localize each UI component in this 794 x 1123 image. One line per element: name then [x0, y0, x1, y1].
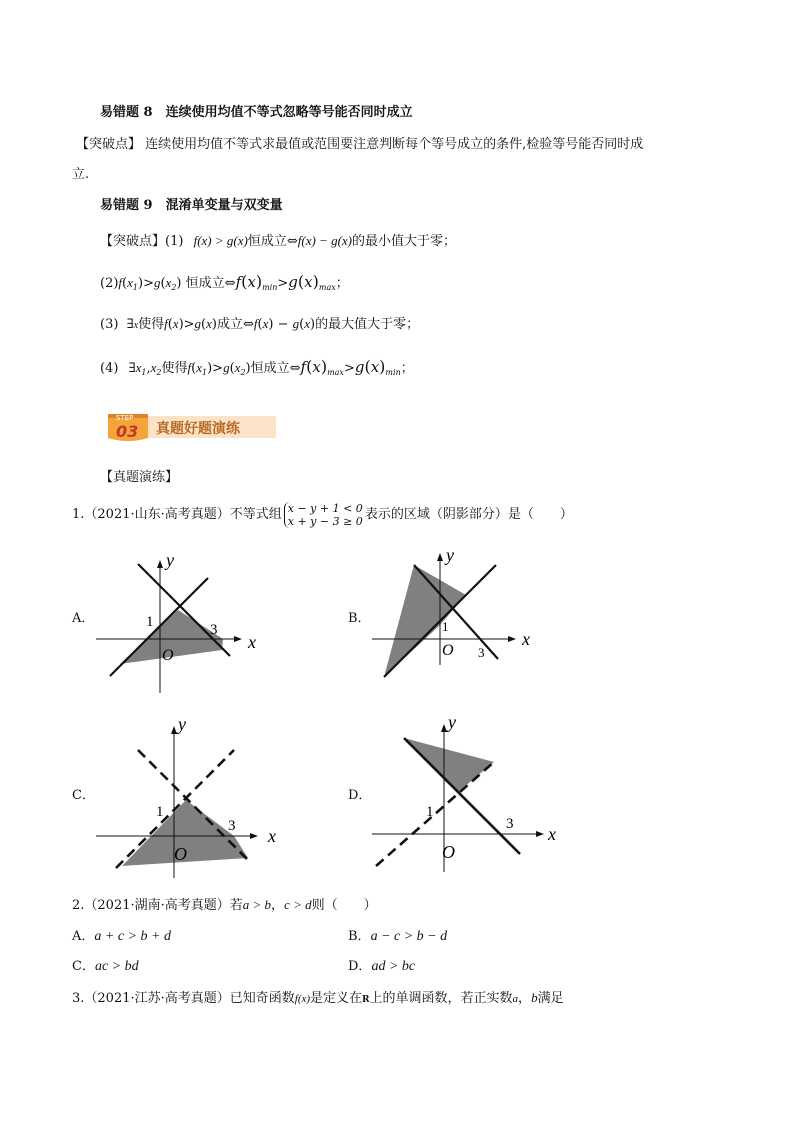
item2-text-b: 恒成立: [185, 276, 225, 291]
q2-option-a-label: A．: [72, 929, 95, 944]
figure-d-y-label: y: [448, 712, 456, 732]
sub-min: min: [262, 283, 278, 292]
figure-b-shade: [384, 565, 466, 677]
q1-system: [284, 502, 363, 528]
q3-line: [72, 989, 564, 1009]
q3-mid: 是定义在: [310, 991, 363, 1006]
figure-c-x-arrow: [250, 833, 258, 839]
figure-d-x-arrow: [536, 831, 544, 837]
step-title: 真题好题演练: [156, 421, 240, 437]
mistake9-item3: (3) ∃x使得f(x)>g(x)成立⇔f(x) − g(x)的最大值大于零；: [100, 316, 420, 332]
q2-option-a[interactable]: [72, 928, 171, 946]
q3-sep: ，: [518, 991, 532, 1006]
q3-f: f(x): [294, 993, 311, 1005]
mistake9-item1: [100, 232, 456, 251]
item3-text-e: 的最大值大于零；: [315, 317, 420, 332]
q1-line: [72, 502, 573, 528]
q2-option-b[interactable]: [348, 928, 447, 946]
figure-b-tick3: 3: [478, 645, 485, 660]
mistake8-body: [76, 136, 643, 154]
q2-option-a-expr: a + c > b + d: [94, 929, 171, 944]
mistake8-label: 【突破点】: [76, 137, 142, 152]
q3-a: a: [512, 993, 519, 1005]
q2-option-b-expr: a − c > b − d: [370, 929, 448, 944]
figure-a[interactable]: [90, 548, 270, 698]
equiv-arrow: ⇔: [289, 361, 301, 376]
q1-prefix: 1.（2021·山东·高考真题）不等式组: [72, 507, 282, 522]
figure-c-y-label: y: [178, 714, 186, 734]
practice-label: 【真题演练】: [100, 470, 179, 485]
step-num: 03: [116, 422, 139, 441]
figure-d-y-arrow: [441, 724, 447, 732]
step-word: STEP: [116, 414, 134, 422]
figure-c-tick3: 3: [228, 818, 236, 834]
q2-suffix: 则（ ）: [311, 898, 377, 913]
item3-num: (3): [100, 317, 119, 332]
semicolon: ；: [335, 276, 349, 291]
mistake9-item2: $(2)f(x_1)>g(x_2)$ 恒成立$\Leftrightarrow f(x)_{min}>g(x)_{max}$；: [100, 272, 349, 292]
figure-a-x-arrow: [234, 636, 242, 642]
sub-max: max: [318, 283, 336, 292]
choice-d-label[interactable]: D．: [348, 788, 372, 803]
q3-prefix: 3.（2021·江苏·高考真题）已知奇函数: [72, 991, 295, 1006]
q2-option-c[interactable]: [72, 958, 139, 976]
figure-b-origin: O: [442, 642, 454, 659]
q2-option-d-label: D．: [348, 959, 372, 974]
q1-eq1: x − y + 1 < 0: [287, 502, 363, 515]
q2-option-c-label: C．: [72, 959, 95, 974]
figure-d-tick1: 1: [426, 804, 434, 820]
figure-d-x-label: x: [548, 824, 556, 844]
item2-num: (2): [100, 276, 119, 291]
q2-option-d[interactable]: [348, 958, 415, 976]
item1-expr-a: f(x) > g(x): [193, 233, 248, 248]
item4-num: (4): [100, 361, 119, 376]
q2-cond1: a > b: [242, 897, 272, 912]
mistake8-line1: 连续使用均值不等式求最值或范围要注意判断每个等号成立的条件,检验等号能否同时成: [145, 137, 644, 152]
mistake8-line2: 立.: [72, 167, 90, 182]
q2-option-d-expr: ad > bc: [371, 959, 416, 974]
mistake8-title: 易错题 8 连续使用均值不等式忽略等号能否同时成立: [100, 105, 413, 120]
figure-c-x-label: x: [268, 826, 276, 846]
exists-symbol: ∃: [126, 317, 134, 332]
equiv-arrow: ⇔: [286, 234, 298, 249]
figure-b[interactable]: [366, 545, 546, 695]
mistake9-title: 易错题 9 混淆单变量与双变量: [100, 198, 283, 213]
choice-a-label[interactable]: A．: [72, 611, 95, 626]
q1-suffix: 表示的区域（阴影部分）是（ ）: [364, 507, 573, 522]
figure-a-origin: O: [162, 647, 174, 664]
equiv-arrow: ⇔: [243, 317, 254, 332]
item4-text-b: 恒成立: [250, 361, 290, 376]
q3-b: b: [531, 990, 538, 1005]
figure-a-tick3: 3: [210, 622, 218, 638]
item3-text-a: 使得: [138, 317, 165, 332]
figure-a-x-label: x: [248, 632, 256, 652]
item1-expr-c: f(x) − g(x): [297, 233, 352, 248]
figure-a-y-label: y: [166, 550, 174, 570]
figure-b-tick1: 1: [442, 619, 449, 634]
figure-b-y-label: y: [446, 545, 454, 565]
figure-d-origin: O: [442, 842, 455, 862]
q1-eq2: x + y − 3 ≥ 0: [287, 515, 363, 528]
figure-d[interactable]: [366, 710, 566, 875]
mistake9-item4: (4) $\exists x_1,x_2$使得$f(x_1)>g(x_2)$恒成立$\Leftrightarrow f(x)_{max}>g(x)_{min}$；: [100, 357, 414, 377]
sub-max: max: [327, 368, 344, 377]
item4-text-a: 使得: [161, 361, 188, 376]
semicolon: ；: [400, 361, 414, 376]
item3-text-c: 成立: [216, 317, 243, 332]
q3-suffix: 满足: [537, 991, 564, 1006]
figure-d-line1: [376, 762, 494, 866]
equiv-arrow: ⇔: [224, 276, 236, 291]
sub-min: min: [385, 368, 401, 377]
figure-b-x-arrow: [508, 636, 516, 642]
figure-d-tick3: 3: [506, 816, 514, 832]
figure-a-y-arrow: [157, 560, 163, 568]
figure-c-origin: O: [174, 844, 187, 864]
q2-sep: ，: [271, 898, 285, 913]
figure-c-y-arrow: [171, 726, 177, 734]
q2-option-b-label: B．: [348, 929, 371, 944]
q3-mid2: 上的单调函数，若正实数: [369, 991, 513, 1006]
q2-option-c-expr: ac > bd: [94, 959, 139, 974]
q2-line: [72, 896, 377, 915]
q2-prefix: 2.（2021·湖南·高考真题）若: [72, 898, 243, 913]
q3-R: R: [362, 995, 370, 1005]
figure-c-tick1: 1: [156, 804, 164, 820]
figure-b-x-label: x: [522, 629, 530, 649]
choice-c-label[interactable]: C．: [72, 788, 95, 803]
choice-b-label[interactable]: B．: [348, 611, 371, 626]
step-banner-graphic: [106, 408, 278, 442]
mistake9-label: 【突破点】: [100, 234, 166, 249]
item1-text-d: 的最小值大于零；: [352, 234, 457, 249]
item1-text-b: 恒成立: [247, 234, 287, 249]
step-banner: [106, 408, 278, 442]
figure-a-tick1: 1: [146, 614, 154, 630]
figure-c[interactable]: [90, 712, 280, 882]
figure-b-y-arrow: [437, 553, 443, 561]
item1-num: (1): [165, 234, 184, 249]
q2-cond2: c > d: [284, 897, 312, 912]
